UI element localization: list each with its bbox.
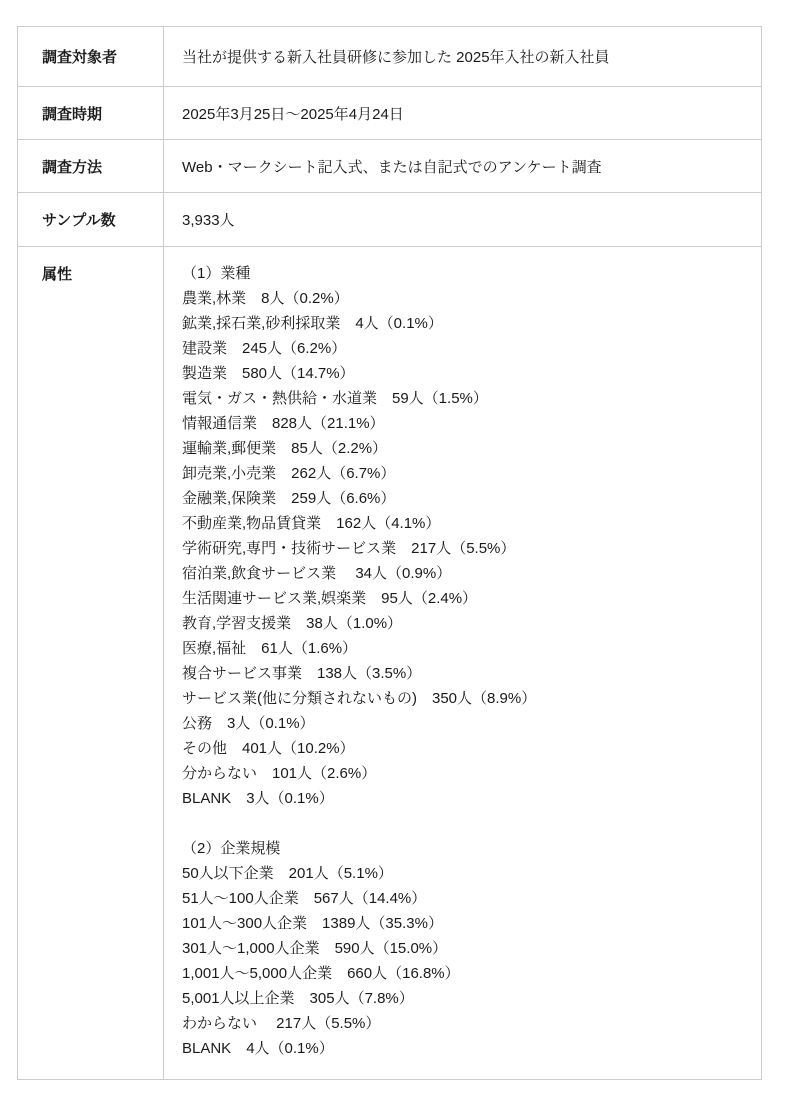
row-value-target: 当社が提供する新入社員研修に参加した 2025年入社の新入社員 — [182, 49, 610, 66]
company-size-item: 5,001人以上企業 305人（7.8%） — [182, 990, 414, 1007]
section-heading-company-size: （2）企業規模 — [182, 840, 281, 857]
table-row-target — [18, 27, 761, 86]
survey-overview-table — [17, 26, 762, 1080]
company-size-item: BLANK 4人（0.1%） — [182, 1040, 334, 1057]
company-size-item: 50人以下企業 201人（5.1%） — [182, 865, 393, 882]
row-value-period: 2025年3月25日～2025年4月24日 — [182, 105, 404, 123]
industry-item: 建設業 245人（6.2%） — [182, 340, 347, 357]
table-row-attributes — [18, 246, 761, 1079]
industry-item: その他 401人（10.2%） — [182, 740, 355, 757]
industry-item: 農業,林業 8人（0.2%） — [182, 290, 349, 307]
industry-item: 製造業 580人（14.7%） — [182, 365, 355, 382]
section-heading-industry: （1）業種 — [182, 265, 251, 282]
company-size-item: 101人～300人企業 1389人（35.3%） — [182, 915, 443, 932]
industry-item: 鉱業,採石業,砂利採取業 4人（0.1%） — [182, 315, 443, 332]
attributes-content — [164, 247, 761, 1079]
industry-item: 電気・ガス・熱供給・水道業 59人（1.5%） — [182, 390, 488, 407]
industry-item: BLANK 3人（0.1%） — [182, 790, 334, 807]
industry-item: 公務 3人（0.1%） — [182, 715, 315, 732]
row-value-sample-size: 3,933人 — [182, 212, 235, 229]
row-label-period: 調査時期 — [18, 87, 164, 139]
company-size-item: 51人～100人企業 567人（14.4%） — [182, 890, 427, 907]
row-value-method: Web・マークシート記入式、または自記式でのアンケート調査 — [182, 158, 602, 176]
table-row-method — [18, 139, 761, 192]
industry-item: 不動産業,物品賃貸業 162人（4.1%） — [182, 515, 441, 532]
industry-item: 学術研究,専門・技術サービス業 217人（5.5%） — [182, 540, 516, 557]
industry-item: 情報通信業 828人（21.1%） — [182, 415, 385, 432]
industry-item: 教育,学習支援業 38人（1.0%） — [182, 615, 403, 632]
industry-item: 複合サービス事業 138人（3.5%） — [182, 665, 422, 682]
industry-item: 卸売業,小売業 262人（6.7%） — [182, 465, 396, 482]
table-row-sample-size — [18, 192, 761, 246]
industry-item: 宿泊業,飲食サービス業 34人（0.9%） — [182, 565, 452, 582]
industry-item: 医療,福祉 61人（1.6%） — [182, 640, 358, 657]
industry-item: サービス業(他に分類されないもの) 350人（8.9%） — [182, 690, 537, 707]
company-size-item: 301人～1,000人企業 590人（15.0%） — [182, 940, 448, 957]
industry-item: 金融業,保険業 259人（6.6%） — [182, 490, 396, 507]
company-size-item: わからない 217人（5.5%） — [182, 1015, 381, 1032]
row-label-target: 調査対象者 — [18, 27, 164, 86]
row-label-attributes: 属性 — [18, 247, 164, 1079]
table-row-period — [18, 86, 761, 139]
company-size-item: 1,001人～5,000人企業 660人（16.8%） — [182, 965, 460, 982]
industry-item: 生活関連サービス業,娯楽業 95人（2.4%） — [182, 590, 478, 607]
industry-item: 運輸業,郵便業 85人（2.2%） — [182, 440, 388, 457]
industry-item: 分からない 101人（2.6%） — [182, 765, 377, 782]
attribute-section-company-size — [182, 836, 747, 1061]
attribute-section-industry — [182, 261, 747, 811]
row-label-method: 調査方法 — [18, 140, 164, 192]
row-label-sample-size: サンプル数 — [18, 193, 164, 246]
